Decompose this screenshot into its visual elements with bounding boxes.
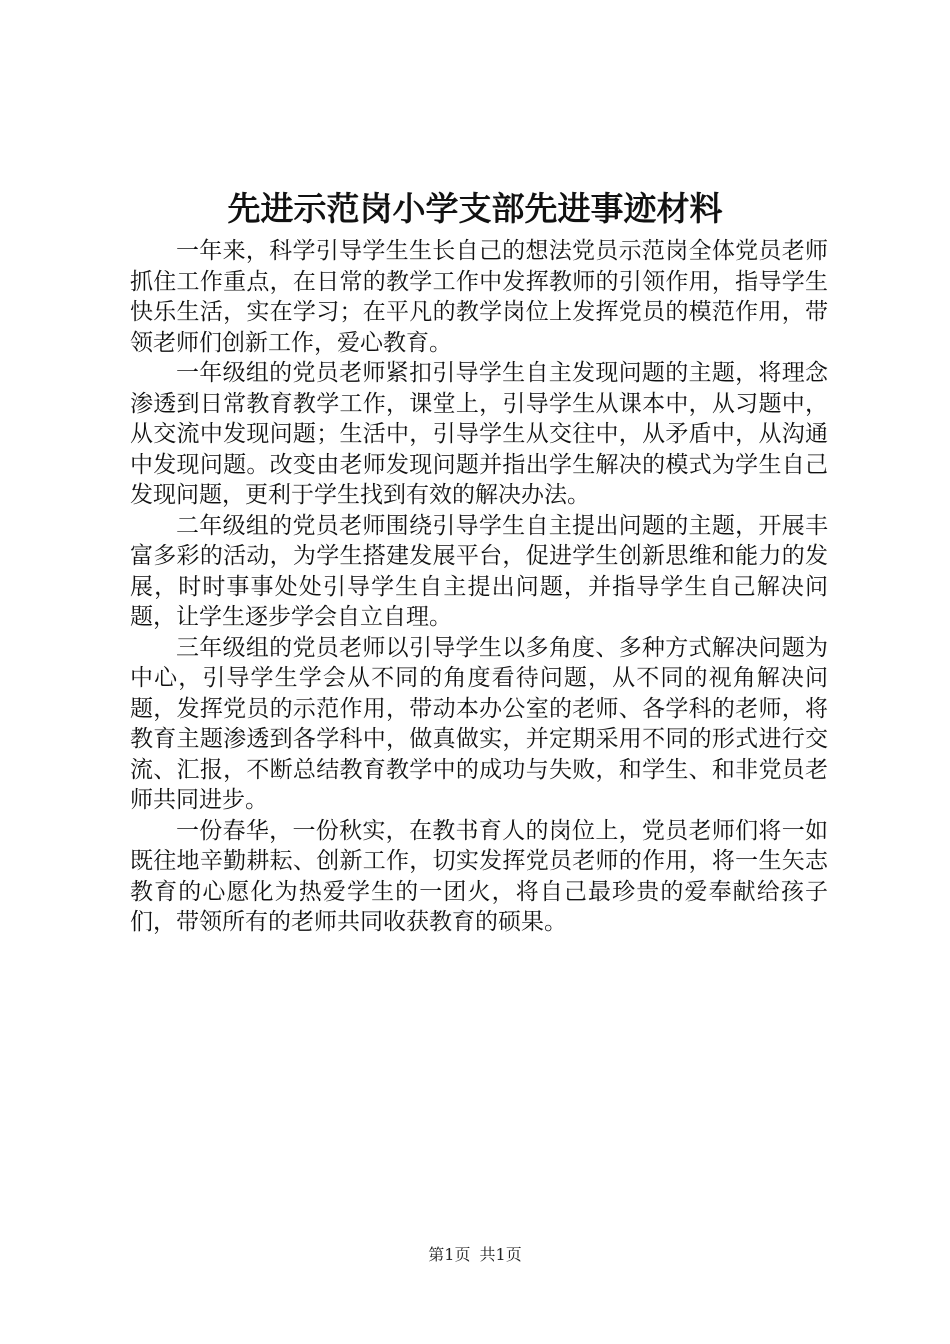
page-footer bbox=[0, 1245, 950, 1265]
document-title: 先进示范岗小学支部先进事迹材料 bbox=[227, 189, 723, 228]
paragraph-5: 一份春华，一份秋实，在教书育人的岗位上，党员老师们将一如既往地辛勤耕耘、创新工作，切实发挥党员老师的作用，将一生矢志教育的心愿化为热爱学生的一团火，将自己最珍贵的爱奉献给孩子们，带领所有的老师共同收获教育的硕果。 bbox=[130, 817, 828, 935]
paragraph-2: 一年级组的党员老师紧扣引导学生自主发现问题的主题，将理念渗透到日常教育教学工作，课堂上，引导学生从课本中，从习题中，从交流中发现问题；生活中，引导学生从交往中，从矛盾中，从沟通中发现问题。改变由老师发现问题并指出学生解决的模式为学生自己发现问题，更利于学生找到有效的解决办法。 bbox=[130, 360, 828, 508]
document-body bbox=[130, 236, 828, 938]
paragraph-4: 三年级组的党员老师以引导学生以多角度、多种方式解决问题为中心，引导学生学会从不同的角度看待问题，从不同的视角解决问题，发挥党员的示范作用，带动本办公室的老师、各学科的老师，将教育主题渗透到各学科中，做真做实，并定期采用不同的形式进行交流、汇报，不断总结教育教学中的成功与失败，和学生、和非党员老师共同进步。 bbox=[130, 634, 828, 813]
page-number-total: 共1页 bbox=[479, 1245, 522, 1264]
paragraph-1: 一年来，科学引导学生生长自己的想法党员示范岗全体党员老师抓住工作重点，在日常的教学工作中发挥教师的引领作用，指导学生快乐生活，实在学习；在平凡的教学岗位上发挥党员的模范作用，带领老师们创新工作，爱心教育。 bbox=[130, 238, 828, 356]
paragraph-3: 二年级组的党员老师围绕引导学生自主提出问题的主题，开展丰富多彩的活动，为学生搭建发展平台，促进学生创新思维和能力的发展，时时事事处处引导学生自主提出问题，并指导学生自己解决问题，让学生逐步学会自立自理。 bbox=[130, 512, 828, 630]
page-number-current: 第1页 bbox=[428, 1245, 471, 1264]
